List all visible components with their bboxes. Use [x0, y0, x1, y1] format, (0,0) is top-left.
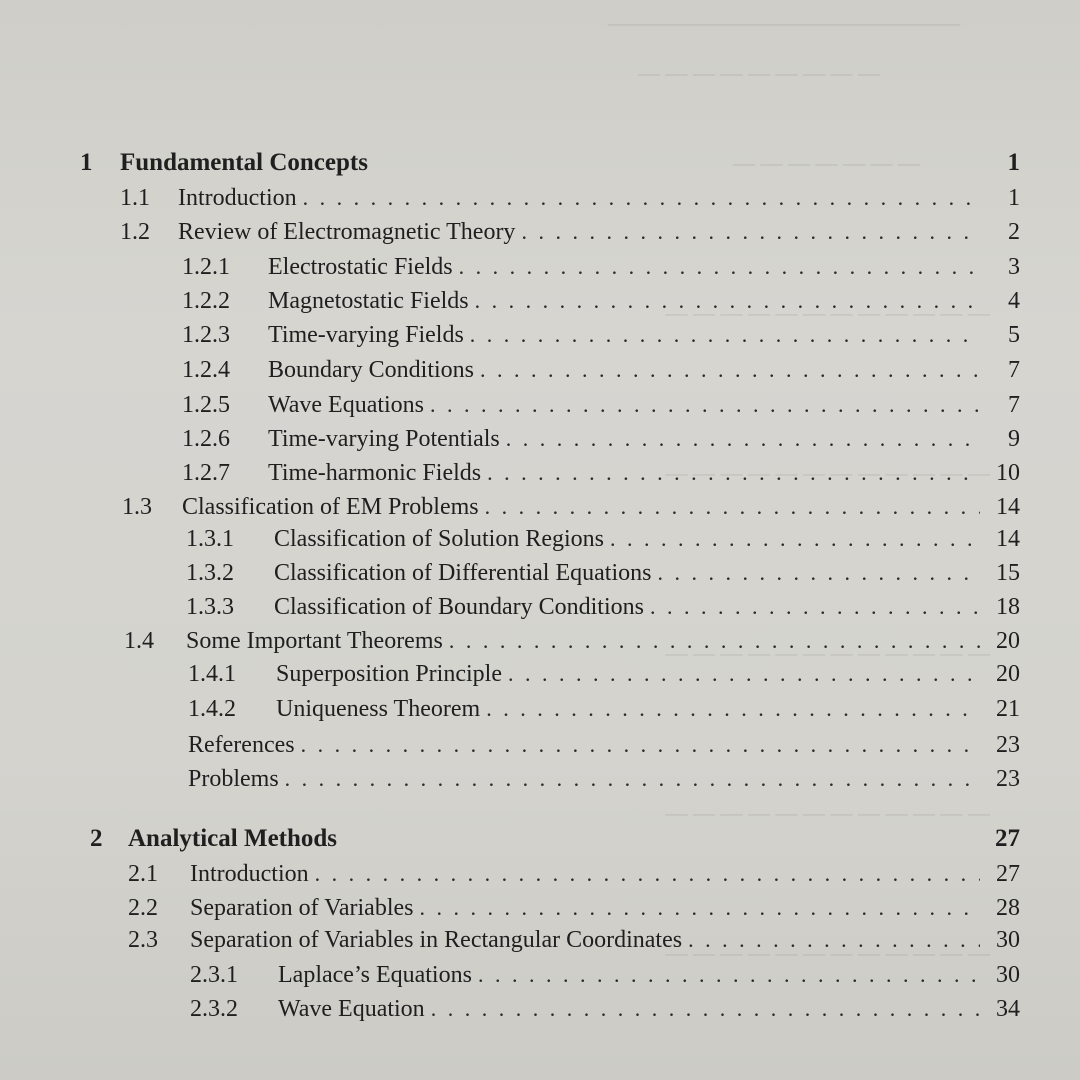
dot-leader: [303, 183, 980, 213]
problems-label: Problems: [188, 766, 279, 792]
subsection-number: 1.4.2: [188, 696, 236, 722]
dot-leader: [459, 252, 980, 282]
section-number: 1.4: [124, 628, 154, 654]
dot-leader: [487, 458, 980, 488]
section-number: 1.1: [120, 185, 150, 211]
section-title: Some Important Theorems: [186, 628, 443, 654]
toc-subsection-row: [188, 694, 1020, 724]
dot-leader: [430, 390, 980, 420]
page-number: 21: [996, 696, 1020, 722]
toc-section-row: [120, 217, 1020, 247]
toc-subsection-row: [182, 286, 1020, 316]
subsection-number: 1.4.1: [188, 661, 236, 687]
toc-subsection-row: [190, 960, 1020, 990]
toc-subsection-row: [182, 390, 1020, 420]
page-number: 1: [1007, 149, 1020, 176]
section-number: 2.3: [128, 927, 158, 953]
section-number: 2.2: [128, 895, 158, 921]
toc-subsection-row: [190, 994, 1020, 1024]
dot-leader: [478, 960, 980, 990]
page-number: 28: [996, 895, 1020, 921]
chapter-number: 2: [90, 825, 103, 852]
subsection-title: Wave Equations: [268, 392, 425, 418]
section-title: Introduction: [190, 861, 309, 887]
subsection-number: 1.3.1: [186, 526, 234, 552]
page-number: 9: [1008, 426, 1020, 452]
page-number: 5: [1008, 322, 1020, 348]
section-title: Separation of Variables: [190, 895, 414, 921]
subsection-number: 1.2.6: [182, 426, 230, 452]
subsection-number: 1.2.5: [182, 392, 230, 418]
subsection-number: 1.2.2: [182, 288, 230, 314]
dot-leader: [610, 524, 980, 554]
page-number: 30: [996, 927, 1020, 953]
page-number: 3: [1008, 254, 1020, 280]
references-label: References: [188, 732, 295, 758]
dot-leader: [475, 286, 980, 316]
toc-section-row: [128, 893, 1020, 923]
page-number: 23: [996, 766, 1020, 792]
page-number: 2: [1008, 219, 1020, 245]
toc-chapter-row: [80, 148, 1020, 178]
toc-subsection-row: [186, 524, 1020, 554]
dot-leader: [688, 925, 980, 955]
toc-section-row: [120, 183, 1020, 213]
subsection-title: Boundary Conditions: [268, 357, 475, 383]
subsection-title: Classification of Differential Equations: [274, 560, 652, 586]
toc-subsection-row: [182, 320, 1020, 350]
dot-leader: [315, 859, 980, 889]
subsection-title: Electrostatic Fields: [268, 254, 453, 280]
toc-section-row: [122, 492, 1020, 522]
page-number: 34: [996, 996, 1020, 1022]
section-title: Introduction: [178, 185, 297, 211]
page-number: 20: [996, 628, 1020, 654]
dot-leader: [506, 424, 980, 454]
chapter-title: Fundamental Concepts: [120, 149, 368, 176]
page-number: 4: [1008, 288, 1020, 314]
subsection-title: Laplace’s Equations: [278, 962, 472, 988]
dot-leader: [486, 694, 980, 724]
dot-leader: [431, 994, 980, 1024]
toc-section-row: [128, 859, 1020, 889]
subsection-title: Magnetostatic Fields: [268, 288, 469, 314]
chapter-title: Analytical Methods: [128, 825, 338, 852]
dot-leader: [485, 492, 980, 522]
page-number: 15: [996, 560, 1020, 586]
dot-leader: [449, 626, 980, 656]
subsection-title: Uniqueness Theorem: [276, 696, 481, 722]
show-through-bleed: ———————————————— — — — — — — — — — — — — — — — — — — — — — — — — — — — — — — — — — — — — — — — — — — — — — — — — — — — — — — — — — — — — — — — — — — — — — — — — — — — —: [608, 10, 990, 965]
subsection-number: 2.3.1: [190, 962, 238, 988]
dot-leader: [285, 764, 980, 794]
page-number: 10: [996, 460, 1020, 486]
page-number: 14: [996, 494, 1020, 520]
section-title: Separation of Variables in Rectangular Coordinates: [190, 927, 683, 953]
page-number: 27: [995, 825, 1020, 852]
section-title: Review of Electromagnetic Theory: [178, 219, 516, 245]
toc-section-row: [124, 626, 1020, 656]
dot-leader: [650, 592, 980, 622]
page-number: 1: [1008, 185, 1020, 211]
subsection-title: Time-varying Fields: [268, 322, 464, 348]
page-number: 27: [996, 861, 1020, 887]
page-number: 14: [996, 526, 1020, 552]
toc-subsection-row: [186, 592, 1020, 622]
subsection-number: 1.3.2: [186, 560, 234, 586]
toc-extra-row: [188, 730, 1020, 760]
section-number: 2.1: [128, 861, 158, 887]
page-number: 7: [1008, 357, 1020, 383]
subsection-number: 1.2.7: [182, 460, 230, 486]
section-number: 1.2: [120, 219, 150, 245]
subsection-number: 1.2.4: [182, 357, 230, 383]
page-number: 7: [1008, 392, 1020, 418]
dot-leader: [508, 659, 980, 689]
dot-leader: [420, 893, 981, 923]
subsection-title: Superposition Principle: [276, 661, 502, 687]
dot-leader: [657, 558, 980, 588]
chapter-number: 1: [80, 149, 93, 176]
subsection-number: 2.3.2: [190, 996, 238, 1022]
subsection-number: 1.2.3: [182, 322, 230, 348]
toc-chapter-row: [90, 824, 1020, 854]
subsection-title: Classification of Solution Regions: [274, 526, 604, 552]
page-number: 20: [996, 661, 1020, 687]
dot-leader: [470, 320, 980, 350]
toc-subsection-row: [182, 252, 1020, 282]
toc-subsection-row: [188, 659, 1020, 689]
subsection-title: Time-harmonic Fields: [268, 460, 482, 486]
subsection-title: Time-varying Potentials: [268, 426, 500, 452]
section-title: Classification of EM Problems: [182, 494, 479, 520]
toc-subsection-row: [182, 355, 1020, 385]
toc-extra-row: [188, 764, 1020, 794]
subsection-number: 1.3.3: [186, 594, 234, 620]
dot-leader: [301, 730, 980, 760]
subsection-title: Wave Equation: [278, 996, 425, 1022]
subsection-title: Classification of Boundary Conditions: [274, 594, 644, 620]
dot-leader: [521, 217, 980, 247]
toc-subsection-row: [182, 458, 1020, 488]
toc-subsection-row: [182, 424, 1020, 454]
page-number: 30: [996, 962, 1020, 988]
section-number: 1.3: [122, 494, 152, 520]
page-number: 23: [996, 732, 1020, 758]
toc-section-row: [128, 925, 1020, 955]
dot-leader: [480, 355, 980, 385]
page-number: 18: [996, 594, 1020, 620]
subsection-number: 1.2.1: [182, 254, 230, 280]
toc-subsection-row: [186, 558, 1020, 588]
